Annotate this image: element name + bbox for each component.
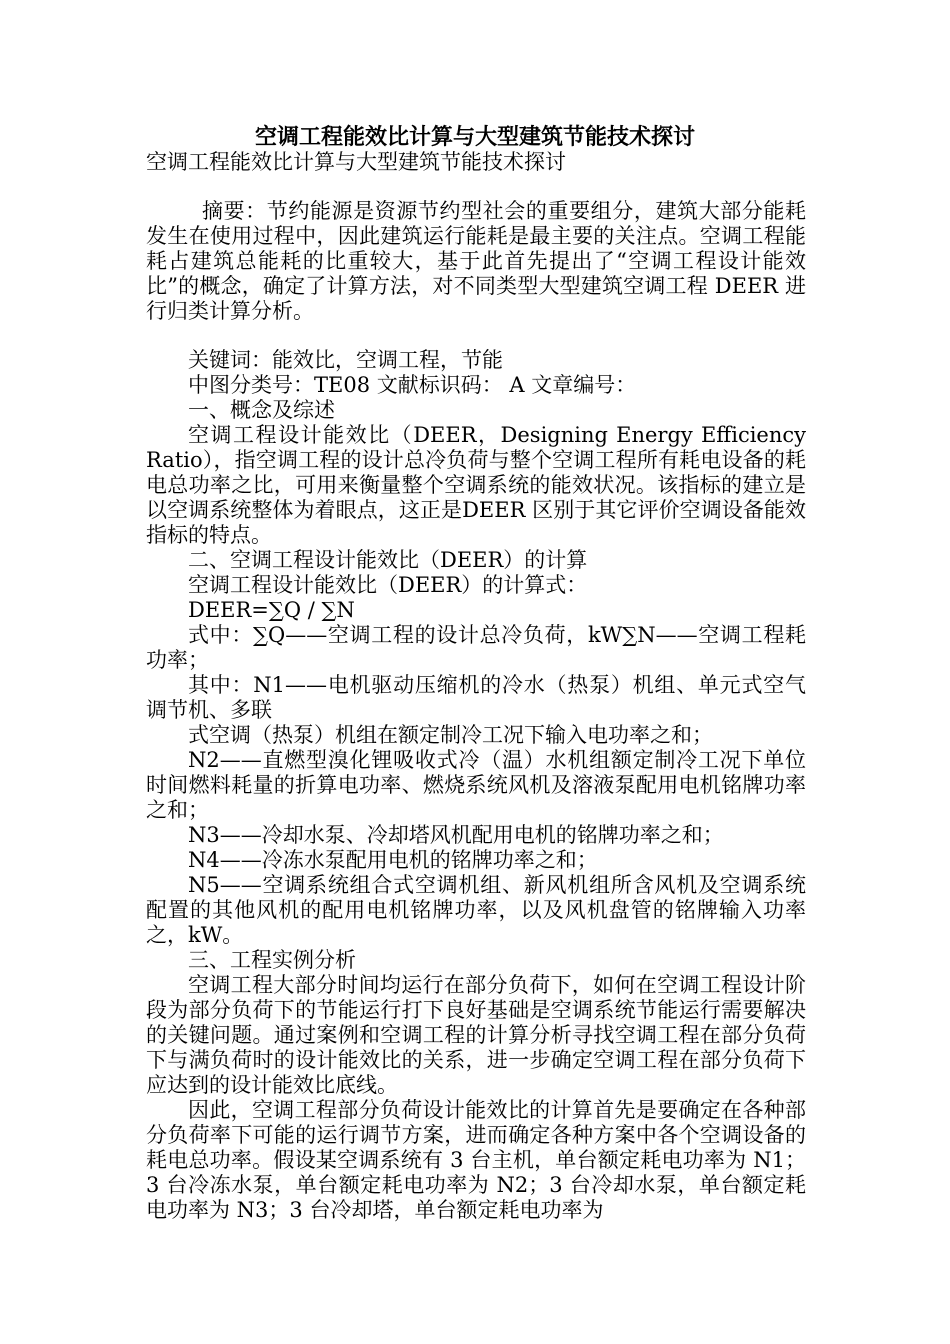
body-paragraph: 空调工程设计能效比（DEER）的计算式： — [188, 573, 588, 597]
body-paragraph: 空调工程大部分时间均运行在部分负荷下，如何在空调工程设计阶段为部分负荷下的节能运行打下良好基础是空调系统节能运行需要解决的关键问题。通过案例和空调工程的计算分析寻找空调工程在部分负荷下与满负荷时的设计能效比的关系，进一步确定空调工程在部分负荷下应达到的设计能效比底线。 — [146, 973, 806, 1097]
subtitle-line: 空调工程能效比计算与大型建筑节能技术探讨 — [146, 150, 566, 174]
body-paragraph: 式空调（热泵）机组在额定制冷工况下输入电功率之和； — [188, 723, 713, 747]
body-paragraph: N3——冷却水泵、冷却塔风机配用电机的铭牌功率之和； — [188, 823, 724, 847]
section-heading-1: 一、概念及综述 — [188, 398, 335, 422]
document-body — [146, 150, 806, 1223]
body-paragraph: 因此，空调工程部分负荷设计能效比的计算首先是要确定在各种部分负荷率下可能的运行调节方案，进而确定各种方案中各个空调设备的耗电总功率。假设某空调系统有 3 台主机，单台额定耗电功率为 N1；3 台冷冻水泵，单台额定耗电功率为 N2；3 台冷却水泵，单台额定耗电功率为 N3；3 台冷却塔，单台额定耗电功率为 — [146, 1098, 806, 1222]
abstract-paragraph: 摘要：节约能源是资源节约型社会的重要组分，建筑大部分能耗发生在使用过程中，因此建筑运行能耗是最主要的关注点。空调工程能耗占建筑总能耗的比重较大，基于此首先提出了“空调工程设计能效比”的概念，确定了计算方法，对不同类型大型建筑空调工程 DEER 进行归类计算分析。 — [146, 199, 806, 323]
keywords-line: 关键词：能效比，空调工程，节能 — [188, 348, 503, 372]
formula-line: DEER=∑Q / ∑N — [188, 598, 355, 622]
document-title: 空调工程能效比计算与大型建筑节能技术探讨 — [254, 124, 695, 150]
body-paragraph: 式中：∑Q——空调工程的设计总冷负荷，kW∑N——空调工程耗功率； — [146, 623, 806, 672]
section-heading-3: 三、工程实例分析 — [188, 948, 356, 972]
classification-line: 中图分类号：TE08 文献标识码： A 文章编号： — [188, 373, 637, 397]
body-paragraph: N4——冷冻水泵配用电机的铭牌功率之和； — [188, 848, 598, 872]
body-paragraph: N2——直燃型溴化锂吸收式冷（温）水机组额定制冷工况下单位时间燃料耗量的折算电功率、燃烧系统风机及溶液泵配用电机铭牌功率之和； — [146, 748, 806, 822]
body-paragraph: 空调工程设计能效比（DEER，Designing Energy Efficiency Ratio），指空调工程的设计总冷负荷与整个空调工程所有耗电设备的耗电总功率之比，可用来衡量整个空调系统的能效状况。该指标的建立是以空调系统整体为着眼点，这正是DEER 区别于其它评价空调设备能效指标的特点。 — [146, 423, 806, 547]
section-heading-2: 二、空调工程设计能效比（DEER）的计算 — [188, 548, 588, 572]
body-paragraph: N5——空调系统组合式空调机组、新风机组所含风机及空调系统配置的其他风机的配用电机铭牌功率，以及风机盘管的铭牌输入功率之，kW。 — [146, 873, 806, 947]
body-paragraph: 其中：N1——电机驱动压缩机的冷水（热泵）机组、单元式空气调节机、多联 — [146, 673, 806, 722]
